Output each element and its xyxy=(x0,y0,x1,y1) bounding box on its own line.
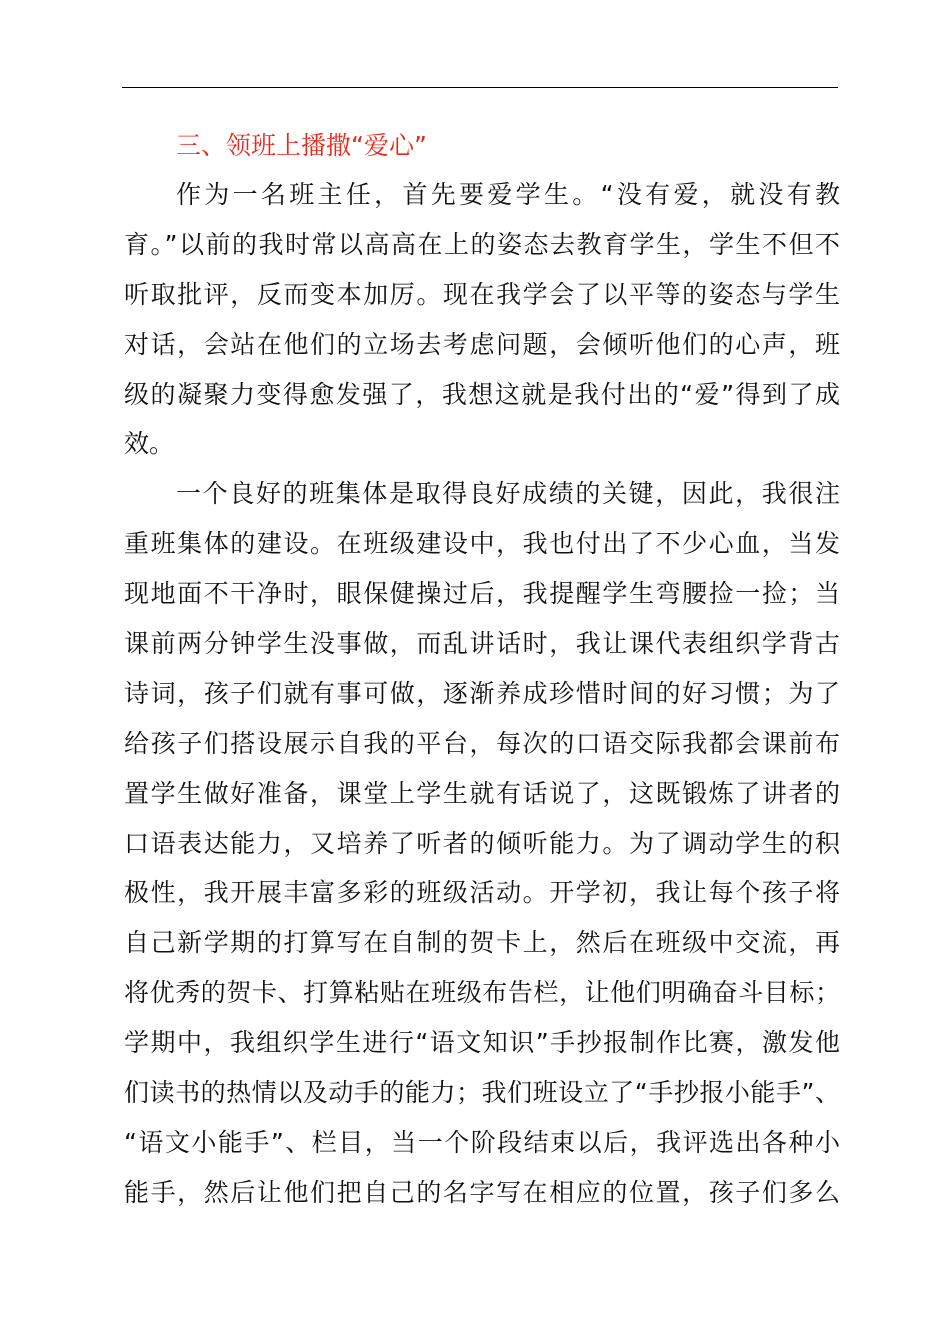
paragraph-line: 自己新学期的打算写在自制的贺卡上，然后在班级中交流，再 xyxy=(124,928,840,958)
paragraph-line: 能手，然后让他们把自己的名字写在相应的位置，孩子们多么 xyxy=(124,1177,840,1207)
paragraph-line: 置学生做好准备，课堂上学生就有话说了，这既锻炼了讲者的 xyxy=(124,778,840,808)
paragraph-line: 将优秀的贺卡、打算粘贴在班级布告栏，让他们明确奋斗目标； xyxy=(124,978,840,1008)
paragraph-line: 给孩子们搭设展示自我的平台，每次的口语交际我都会课前布 xyxy=(124,728,840,758)
paragraph-line: 诗词，孩子们就有事可做，逐渐养成珍惜时间的好习惯；为了 xyxy=(124,678,840,708)
paragraph-2 xyxy=(124,469,840,1217)
paragraph-line: 学期中，我组织学生进行“语文知识”手抄报制作比赛，激发他 xyxy=(124,1028,840,1058)
paragraph-line: 课前两分钟学生没事做，而乱讲话时，我让课代表组织学背古 xyxy=(124,629,840,659)
paragraph-line: 级的凝聚力变得愈发强了，我想这就是我付出的“爱”得到了成 xyxy=(124,379,840,409)
paragraph-line: 育。”以前的我时常以高高在上的姿态去教育学生，学生不但不 xyxy=(124,229,840,259)
header-rule xyxy=(122,87,838,88)
section-heading: 三、领班上播撒“爱心” xyxy=(176,131,427,160)
paragraph-line: 效。 xyxy=(124,429,175,459)
paragraph-line: “语文小能手”、栏目，当一个阶段结束以后，我评选出各种小 xyxy=(124,1127,840,1157)
paragraph-line: 一个良好的班集体是取得良好成绩的关键，因此，我很注 xyxy=(176,479,840,509)
paragraph-line: 现地面不干净时，眼保健操过后，我提醒学生弯腰捡一捡；当 xyxy=(124,579,840,609)
document-body xyxy=(124,122,840,1218)
paragraph-line: 重班集体的建设。在班级建设中，我也付出了不少心血，当发 xyxy=(124,529,840,559)
paragraph-line: 作为一名班主任，首先要爱学生。“没有爱，就没有教 xyxy=(176,180,840,209)
paragraph-line: 极性，我开展丰富多彩的班级活动。开学初，我让每个孩子将 xyxy=(124,878,840,908)
paragraph-line: 口语表达能力，又培养了听者的倾听能力。为了调动学生的积 xyxy=(124,828,840,858)
paragraph-line: 们读书的热情以及动手的能力；我们班设立了“手抄报小能手”、 xyxy=(124,1078,840,1108)
paragraph-line: 听取批评，反而变本加厉。现在我学会了以平等的姿态与学生 xyxy=(124,279,840,309)
paragraph-1 xyxy=(124,170,840,469)
paragraph-line: 对话，会站在他们的立场去考虑问题，会倾听他们的心声，班 xyxy=(124,329,840,359)
